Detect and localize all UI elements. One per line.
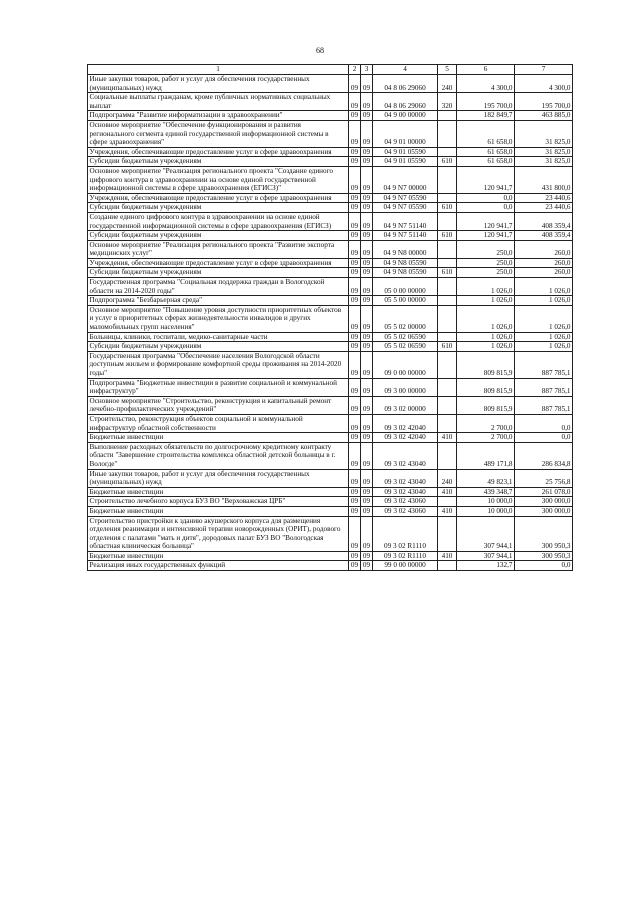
row-subsection-code: 09 — [361, 378, 373, 396]
row-amount-year-1: 10 000,0 — [457, 506, 515, 516]
row-target-article-code: 09 3 02 R1110 — [373, 516, 438, 551]
row-section-code: 09 — [349, 120, 361, 147]
row-name: Бюджетные инвестиции — [88, 433, 349, 443]
table-row — [88, 469, 573, 487]
row-amount-year-1: 61 658,0 — [457, 157, 515, 167]
row-amount-year-1: 2 700,0 — [457, 433, 515, 443]
row-amount-year-1: 439 348,7 — [457, 487, 515, 497]
row-subsection-code: 09 — [361, 147, 373, 157]
table-row — [88, 442, 573, 469]
row-subsection-code: 09 — [361, 396, 373, 414]
row-subsection-code: 09 — [361, 433, 373, 443]
table-row — [88, 75, 573, 93]
table-header-row — [88, 65, 573, 75]
row-expense-type-code — [438, 240, 457, 258]
row-name: Основное мероприятие "Повышение уровня доступности приоритетных объектов и услуг в приоритетных сферах жизнедеятельности инвалидов и других маломобильных групп населения" — [88, 305, 349, 332]
row-amount-year-1: 0,0 — [457, 203, 515, 213]
table-row — [88, 506, 573, 516]
row-amount-year-1: 250,0 — [457, 268, 515, 278]
row-amount-year-1: 809 815,9 — [457, 351, 515, 378]
row-expense-type-code — [438, 414, 457, 432]
row-amount-year-2: 1 026,0 — [515, 332, 573, 342]
row-amount-year-2: 1 026,0 — [515, 305, 573, 332]
row-expense-type-code — [438, 296, 457, 306]
row-subsection-code: 09 — [361, 351, 373, 378]
row-section-code: 09 — [349, 193, 361, 203]
row-name: Учреждения, обеспечивающие предоставление услуг в сфере здравоохранения — [88, 193, 349, 203]
row-target-article-code: 09 3 02 00000 — [373, 396, 438, 414]
table-row — [88, 561, 573, 571]
row-name: Бюджетные инвестиции — [88, 487, 349, 497]
row-name: Субсидии бюджетным учреждениям — [88, 342, 349, 352]
table-row — [88, 305, 573, 332]
row-target-article-code: 09 3 02 43040 — [373, 487, 438, 497]
row-subsection-code: 09 — [361, 305, 373, 332]
row-section-code: 09 — [349, 111, 361, 121]
row-expense-type-code: 610 — [438, 157, 457, 167]
row-subsection-code: 09 — [361, 342, 373, 352]
row-amount-year-2: 408 359,4 — [515, 231, 573, 241]
row-amount-year-2: 31 825,0 — [515, 157, 573, 167]
budget-table — [87, 64, 573, 571]
row-amount-year-1: 809 815,9 — [457, 378, 515, 396]
row-name: Строительство пристройки к зданию акушерского корпуса для размещения отделения реанимации и интенсивной терапии новорожденных (ОРИТ), родового отделения с палатами "мать и дитя", дородовых палат БУЗ ВО "Вологодская областная клиническая больница" — [88, 516, 349, 551]
table-row — [88, 351, 573, 378]
row-subsection-code: 09 — [361, 414, 373, 432]
table-row — [88, 433, 573, 443]
table-row — [88, 231, 573, 241]
table-row — [88, 111, 573, 121]
row-subsection-code: 09 — [361, 193, 373, 203]
row-amount-year-2: 300 950,3 — [515, 516, 573, 551]
table-row — [88, 147, 573, 157]
row-subsection-code: 09 — [361, 203, 373, 213]
row-name: Бюджетные инвестиции — [88, 551, 349, 561]
row-name: Субсидии бюджетным учреждениям — [88, 157, 349, 167]
row-section-code: 09 — [349, 469, 361, 487]
row-target-article-code: 04 8 06 29060 — [373, 93, 438, 111]
row-name: Основное мероприятие "Строительство, реконструкция и капитальный ремонт лечебно-профилактических учреждений" — [88, 396, 349, 414]
row-name: Подпрограмма "Развитие информатизации в здравоохранении" — [88, 111, 349, 121]
row-amount-year-1: 250,0 — [457, 258, 515, 268]
table-body — [88, 75, 573, 571]
row-expense-type-code — [438, 516, 457, 551]
row-name: Основное мероприятие "Реализация регионального проекта "Развитие экспорта медицинских услуг" — [88, 240, 349, 258]
row-amount-year-1: 1 026,0 — [457, 332, 515, 342]
row-subsection-code: 09 — [361, 487, 373, 497]
row-expense-type-code — [438, 193, 457, 203]
row-target-article-code: 04 9 00 00000 — [373, 111, 438, 121]
row-target-article-code: 09 3 02 42040 — [373, 433, 438, 443]
table-row — [88, 212, 573, 230]
row-target-article-code: 09 3 02 43040 — [373, 469, 438, 487]
row-amount-year-2: 887 785,1 — [515, 378, 573, 396]
row-name: Основное мероприятие "Реализация регионального проекта "Создание единого цифрового контура в здравоохранении на основе единой государственной информационной системы в сфере здравоохранения (ЕГИСЗ)" — [88, 166, 349, 193]
row-target-article-code: 09 3 02 42040 — [373, 414, 438, 432]
row-amount-year-1: 1 026,0 — [457, 278, 515, 296]
row-section-code: 09 — [349, 268, 361, 278]
row-subsection-code: 09 — [361, 258, 373, 268]
row-amount-year-1: 1 026,0 — [457, 342, 515, 352]
row-section-code: 09 — [349, 433, 361, 443]
row-section-code: 09 — [349, 442, 361, 469]
row-amount-year-2: 463 885,0 — [515, 111, 573, 121]
row-name: Бюджетные инвестиции — [88, 506, 349, 516]
row-target-article-code: 04 9 N8 05590 — [373, 258, 438, 268]
row-amount-year-2: 0,0 — [515, 561, 573, 571]
row-target-article-code: 09 3 02 43040 — [373, 442, 438, 469]
row-expense-type-code — [438, 212, 457, 230]
row-name: Социальные выплаты гражданам, кроме публичных нормативных социальных выплат — [88, 93, 349, 111]
row-target-article-code: 04 8 06 29060 — [373, 75, 438, 93]
row-expense-type-code: 240 — [438, 469, 457, 487]
row-target-article-code: 09 3 02 43060 — [373, 506, 438, 516]
row-target-article-code: 04 9 N7 05590 — [373, 203, 438, 213]
row-target-article-code: 09 3 00 00000 — [373, 378, 438, 396]
row-amount-year-2: 0,0 — [515, 414, 573, 432]
table-row — [88, 396, 573, 414]
row-expense-type-code: 320 — [438, 93, 457, 111]
row-name: Учреждения, обеспечивающие предоставление услуг в сфере здравоохранения — [88, 258, 349, 268]
column-header: 4 — [373, 65, 438, 75]
row-name: Выполнение расходных обязательств по долгосрочному кредитному контракту области "Завершение строительства комплекса областной детской больницы в г. Вологде" — [88, 442, 349, 469]
column-header: 1 — [88, 65, 349, 75]
row-section-code: 09 — [349, 516, 361, 551]
row-amount-year-1: 49 823,1 — [457, 469, 515, 487]
row-amount-year-2: 23 440,6 — [515, 193, 573, 203]
row-amount-year-2: 300 000,0 — [515, 506, 573, 516]
page-number: 68 — [316, 46, 324, 55]
row-section-code: 09 — [349, 561, 361, 571]
row-section-code: 09 — [349, 378, 361, 396]
row-section-code: 09 — [349, 203, 361, 213]
row-amount-year-1: 489 171,8 — [457, 442, 515, 469]
row-amount-year-2: 195 700,0 — [515, 93, 573, 111]
row-amount-year-2: 0,0 — [515, 433, 573, 443]
row-subsection-code: 09 — [361, 296, 373, 306]
row-expense-type-code: 410 — [438, 551, 457, 561]
row-amount-year-2: 887 785,1 — [515, 351, 573, 378]
row-amount-year-2: 4 300,0 — [515, 75, 573, 93]
table-row — [88, 551, 573, 561]
row-subsection-code: 09 — [361, 75, 373, 93]
row-amount-year-2: 300 000,0 — [515, 497, 573, 507]
row-amount-year-1: 307 944,1 — [457, 551, 515, 561]
row-amount-year-2: 286 834,8 — [515, 442, 573, 469]
row-name: Основное мероприятие "Обеспечение функционирования и развития регионального сегмента единой государственной информационной системы в сфере здравоохранения" — [88, 120, 349, 147]
row-amount-year-2: 31 825,0 — [515, 120, 573, 147]
row-expense-type-code: 610 — [438, 268, 457, 278]
row-target-article-code: 05 0 00 00000 — [373, 278, 438, 296]
table-row — [88, 240, 573, 258]
row-target-article-code: 04 9 N7 51140 — [373, 212, 438, 230]
row-name: Строительство, реконструкция объектов социальной и коммунальной инфраструктур областной собственности — [88, 414, 349, 432]
row-amount-year-1: 120 941,7 — [457, 231, 515, 241]
row-subsection-code: 09 — [361, 561, 373, 571]
row-name: Создание единого цифрового контура в здравоохранении на основе единой государственной информационной системы в сфере здравоохранения (ЕГИСЗ) — [88, 212, 349, 230]
row-section-code: 09 — [349, 147, 361, 157]
row-amount-year-1: 61 658,0 — [457, 147, 515, 157]
row-subsection-code: 09 — [361, 240, 373, 258]
row-expense-type-code: 610 — [438, 231, 457, 241]
row-name: Субсидии бюджетным учреждениям — [88, 268, 349, 278]
table-row — [88, 93, 573, 111]
row-expense-type-code: 410 — [438, 487, 457, 497]
row-section-code: 09 — [349, 487, 361, 497]
column-header: 7 — [515, 65, 573, 75]
row-amount-year-1: 10 000,0 — [457, 497, 515, 507]
row-target-article-code: 05 5 02 06590 — [373, 342, 438, 352]
row-amount-year-2: 1 026,0 — [515, 296, 573, 306]
row-subsection-code: 09 — [361, 551, 373, 561]
row-expense-type-code — [438, 111, 457, 121]
row-name: Реализация иных государственных функций — [88, 561, 349, 571]
row-section-code: 09 — [349, 157, 361, 167]
row-expense-type-code: 410 — [438, 506, 457, 516]
column-header: 5 — [438, 65, 457, 75]
row-expense-type-code — [438, 396, 457, 414]
row-amount-year-1: 195 700,0 — [457, 93, 515, 111]
row-expense-type-code: 240 — [438, 75, 457, 93]
row-subsection-code: 09 — [361, 268, 373, 278]
row-subsection-code: 09 — [361, 231, 373, 241]
row-section-code: 09 — [349, 351, 361, 378]
row-amount-year-2: 887 785,1 — [515, 396, 573, 414]
row-target-article-code: 04 9 01 05590 — [373, 147, 438, 157]
row-subsection-code: 09 — [361, 120, 373, 147]
row-expense-type-code — [438, 378, 457, 396]
row-name: Субсидии бюджетным учреждениям — [88, 231, 349, 241]
row-amount-year-2: 260,0 — [515, 240, 573, 258]
table-row — [88, 497, 573, 507]
row-subsection-code: 09 — [361, 111, 373, 121]
row-amount-year-2: 431 800,0 — [515, 166, 573, 193]
row-section-code: 09 — [349, 497, 361, 507]
row-target-article-code: 05 5 02 06590 — [373, 332, 438, 342]
row-amount-year-2: 25 756,8 — [515, 469, 573, 487]
row-subsection-code: 09 — [361, 442, 373, 469]
table-row — [88, 516, 573, 551]
row-section-code: 09 — [349, 231, 361, 241]
row-amount-year-1: 61 658,0 — [457, 120, 515, 147]
row-target-article-code: 09 3 02 R1110 — [373, 551, 438, 561]
table-row — [88, 332, 573, 342]
row-amount-year-1: 1 026,0 — [457, 296, 515, 306]
row-amount-year-1: 1 026,0 — [457, 305, 515, 332]
row-name: Больницы, клиники, госпитали, медико-санитарные части — [88, 332, 349, 342]
row-section-code: 09 — [349, 278, 361, 296]
row-target-article-code: 04 9 N7 51140 — [373, 231, 438, 241]
row-amount-year-1: 120 941,7 — [457, 166, 515, 193]
row-section-code: 09 — [349, 166, 361, 193]
row-name: Подпрограмма "Безбарьерная среда" — [88, 296, 349, 306]
row-expense-type-code — [438, 442, 457, 469]
row-name: Иные закупки товаров, работ и услуг для обеспечения государственных (муниципальных) нужд — [88, 469, 349, 487]
row-name: Подпрограмма "Бюджетные инвестиции в развитие социальной и коммунальной инфраструктур" — [88, 378, 349, 396]
row-target-article-code: 04 9 N8 00000 — [373, 240, 438, 258]
row-amount-year-1: 182 849,7 — [457, 111, 515, 121]
table-row — [88, 342, 573, 352]
row-subsection-code: 09 — [361, 157, 373, 167]
row-target-article-code: 04 9 N7 00000 — [373, 166, 438, 193]
row-amount-year-1: 809 815,9 — [457, 396, 515, 414]
row-name: Субсидии бюджетным учреждениям — [88, 203, 349, 213]
row-amount-year-2: 260,0 — [515, 258, 573, 268]
row-target-article-code: 04 9 N7 05590 — [373, 193, 438, 203]
row-subsection-code: 09 — [361, 469, 373, 487]
row-amount-year-1: 120 941,7 — [457, 212, 515, 230]
row-expense-type-code — [438, 166, 457, 193]
row-target-article-code: 04 9 N8 05590 — [373, 268, 438, 278]
row-expense-type-code: 610 — [438, 342, 457, 352]
row-target-article-code: 09 3 02 43060 — [373, 497, 438, 507]
row-amount-year-1: 4 300,0 — [457, 75, 515, 93]
row-amount-year-2: 260,0 — [515, 268, 573, 278]
row-section-code: 09 — [349, 258, 361, 268]
table-row — [88, 487, 573, 497]
row-section-code: 09 — [349, 414, 361, 432]
row-name: Иные закупки товаров, работ и услуг для обеспечения государственных (муниципальных) нужд — [88, 75, 349, 93]
row-amount-year-2: 261 078,0 — [515, 487, 573, 497]
table-row — [88, 278, 573, 296]
row-section-code: 09 — [349, 506, 361, 516]
table-row — [88, 193, 573, 203]
table-row — [88, 166, 573, 193]
row-target-article-code: 05 5 00 00000 — [373, 296, 438, 306]
row-expense-type-code — [438, 497, 457, 507]
row-subsection-code: 09 — [361, 516, 373, 551]
row-amount-year-1: 132,7 — [457, 561, 515, 571]
row-amount-year-1: 0,0 — [457, 193, 515, 203]
row-amount-year-1: 2 700,0 — [457, 414, 515, 432]
row-name: Государственная программа "Обеспечение населения Вологодской области доступным жильем и формирование комфортной среды проживания на 2014-2020 годы" — [88, 351, 349, 378]
row-section-code: 09 — [349, 212, 361, 230]
row-name: Государственная программа "Социальная поддержка граждан в Вологодской области на 2014-2020 годы" — [88, 278, 349, 296]
row-target-article-code: 05 5 02 00000 — [373, 305, 438, 332]
row-subsection-code: 09 — [361, 93, 373, 111]
row-section-code: 09 — [349, 296, 361, 306]
row-subsection-code: 09 — [361, 166, 373, 193]
row-target-article-code: 04 9 01 00000 — [373, 120, 438, 147]
row-amount-year-2: 23 440,6 — [515, 203, 573, 213]
row-section-code: 09 — [349, 332, 361, 342]
table-row — [88, 296, 573, 306]
row-expense-type-code — [438, 305, 457, 332]
row-expense-type-code: 410 — [438, 433, 457, 443]
row-subsection-code: 09 — [361, 506, 373, 516]
row-amount-year-2: 408 359,4 — [515, 212, 573, 230]
row-target-article-code: 09 0 00 00000 — [373, 351, 438, 378]
row-section-code: 09 — [349, 305, 361, 332]
table-row — [88, 414, 573, 432]
row-name: Учреждения, обеспечивающие предоставление услуг в сфере здравоохранения — [88, 147, 349, 157]
row-expense-type-code — [438, 147, 457, 157]
table-row — [88, 157, 573, 167]
row-amount-year-2: 1 026,0 — [515, 278, 573, 296]
row-target-article-code: 99 0 00 00000 — [373, 561, 438, 571]
row-section-code: 09 — [349, 551, 361, 561]
row-expense-type-code: 610 — [438, 203, 457, 213]
row-expense-type-code — [438, 278, 457, 296]
table-row — [88, 268, 573, 278]
row-section-code: 09 — [349, 396, 361, 414]
row-subsection-code: 09 — [361, 278, 373, 296]
table-row — [88, 378, 573, 396]
table-row — [88, 258, 573, 268]
column-header: 6 — [457, 65, 515, 75]
row-amount-year-2: 1 026,0 — [515, 342, 573, 352]
row-amount-year-1: 307 944,1 — [457, 516, 515, 551]
table-row — [88, 203, 573, 213]
row-expense-type-code — [438, 332, 457, 342]
row-section-code: 09 — [349, 93, 361, 111]
column-header: 3 — [361, 65, 373, 75]
row-expense-type-code — [438, 120, 457, 147]
row-section-code: 09 — [349, 75, 361, 93]
row-section-code: 09 — [349, 240, 361, 258]
row-expense-type-code — [438, 351, 457, 378]
row-subsection-code: 09 — [361, 332, 373, 342]
row-name: Строительство лечебного корпуса БУЗ ВО "Верховажская ЦРБ" — [88, 497, 349, 507]
row-section-code: 09 — [349, 342, 361, 352]
column-header: 2 — [349, 65, 361, 75]
row-target-article-code: 04 9 01 05590 — [373, 157, 438, 167]
row-subsection-code: 09 — [361, 212, 373, 230]
row-expense-type-code — [438, 561, 457, 571]
row-amount-year-2: 31 825,0 — [515, 147, 573, 157]
row-amount-year-2: 300 950,3 — [515, 551, 573, 561]
row-expense-type-code — [438, 258, 457, 268]
row-amount-year-1: 250,0 — [457, 240, 515, 258]
table-row — [88, 120, 573, 147]
row-subsection-code: 09 — [361, 497, 373, 507]
